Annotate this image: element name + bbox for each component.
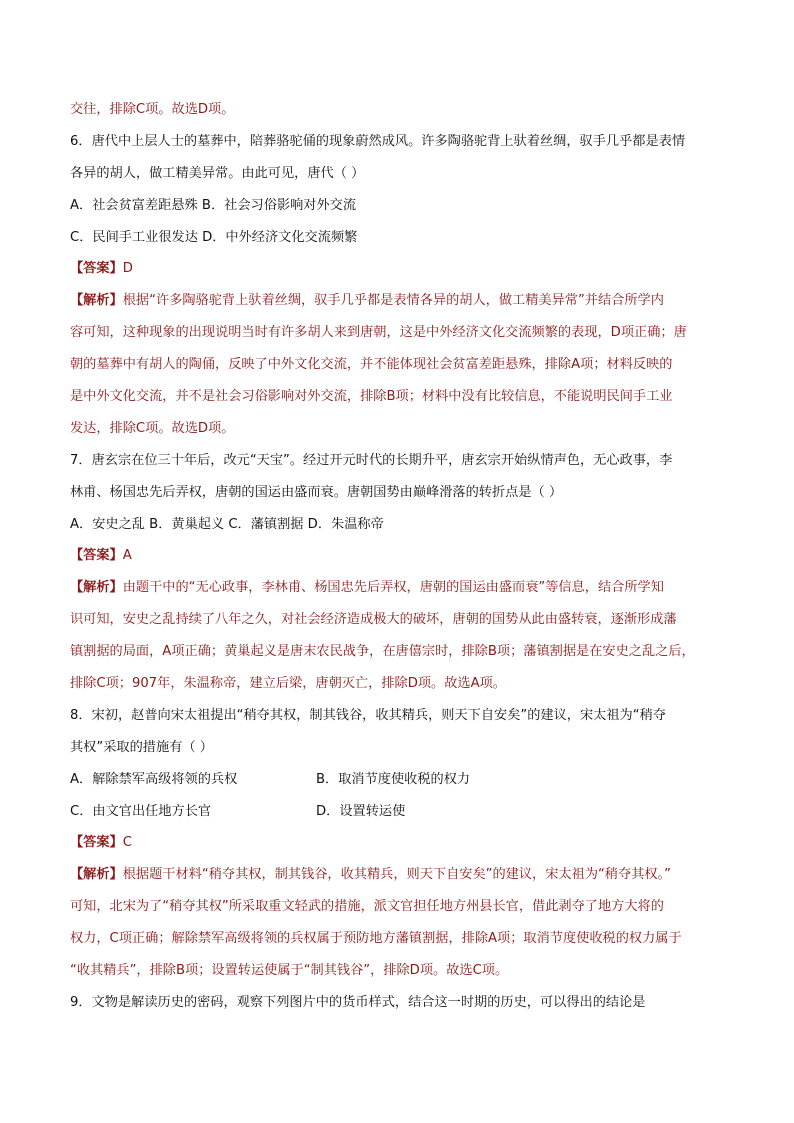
text-line: [70, 511, 730, 539]
option-left: A．解除禁军高级将领的兵权: [70, 771, 238, 787]
line-text: “收其精兵”，排除B项；设置转运使属于“制其钱谷”，排除D项。故选C项。: [70, 963, 509, 979]
line-text: 由题干中的“无心政事，李林甫、杨国忠先后弄权，唐朝的国运由盛而衰”等信息，结合所学知: [122, 580, 664, 596]
text-line: [70, 574, 730, 602]
line-text: 根据题干材料“稍夺其权，制其钱谷，收其精兵，则天下自安矣”的建议，宋太祖为“稍夺其权。”: [122, 867, 671, 883]
line-text: 交往，排除C项。故选D项。: [70, 102, 235, 117]
line-text: 各异的胡人，做工精美异常。由此可见，唐代（ ）: [70, 165, 365, 181]
text-line: [70, 224, 730, 252]
text-line: [70, 829, 730, 857]
text-line: [70, 128, 730, 156]
text-line: [70, 861, 730, 889]
line-text: 朝的墓葬中有胡人的陶俑，反映了中外文化交流，并不能体现社会贫富差距悬殊，排除A项；材料反映的: [70, 357, 673, 373]
line-text: 发达，排除C项。故选D项。: [70, 420, 235, 436]
text-line: [70, 255, 730, 283]
analysis-label: 【解析】: [70, 867, 123, 883]
text-line: [70, 606, 730, 634]
text-line: [70, 287, 730, 315]
analysis-label: 【解析】: [70, 293, 123, 309]
option-right: B．取消节度使收税的权力: [316, 771, 471, 787]
answer-label: 【答案】: [70, 835, 123, 851]
line-text: 9．文物是解读历史的密码，观察下列图片中的货币样式，结合这一时期的历史，可以得出的结论是: [70, 994, 646, 1010]
line-text: A．社会贫富差距悬殊 B．社会习俗影响对外交流: [70, 197, 357, 213]
line-text: 排除C项；907年，朱温称帝，建立后梁，唐朝灭亡，排除D项。故选A项。: [70, 676, 506, 692]
line-text: 林甫、杨国忠先后弄权，唐朝的国运由盛而衰。唐朝国势由巅峰滑落的转折点是（ ）: [70, 484, 563, 500]
line-text: 8．宋初，赵普向宋太祖提出“稍夺其权，制其钱谷，收其精兵，则天下自安矣”的建议，宋太祖为“稍夺: [70, 707, 666, 723]
text-line: [70, 670, 730, 698]
text-line: [70, 893, 730, 921]
line-text: 其权”采取的措施有（ ）: [70, 739, 213, 755]
answer-label: 【答案】: [70, 548, 123, 564]
line-text: 容可知，这种现象的出现说明当时有许多胡人来到唐朝，这是中外经济文化交流频繁的表现，D项正确；唐: [70, 325, 687, 341]
text-line: [70, 447, 730, 475]
answer-label: 【答案】: [70, 261, 123, 277]
line-text: C．民间手工业很发达 D．中外经济文化交流频繁: [70, 229, 358, 245]
line-text: D: [122, 261, 133, 277]
line-text: 根据“许多陶骆驼背上驮着丝绸，驭手几乎都是表情各异的胡人，做工精美异常”并结合所学内: [122, 293, 664, 309]
line-text: 权力，C项正确；解除禁军高级将领的兵权属于预防地方藩镇割据，排除A项；取消节度使收税的权力属于: [70, 931, 682, 947]
text-line: [70, 702, 730, 730]
line-text: C: [122, 835, 132, 851]
text-line: [70, 192, 730, 220]
line-text: 7．唐玄宗在位三十年后，改元“天宝”。经过开元时代的长期升平，唐玄宗开始纵情声色，无心政事，李: [70, 452, 673, 468]
text-line: [70, 925, 730, 953]
text-line: [70, 351, 730, 379]
line-text: 镇割据的局面，A项正确；黄巢起义是唐末农民战争，在唐僖宗时，排除B项；藩镇割据是在安史之乱之后，: [70, 644, 695, 660]
text-line: [70, 319, 730, 347]
analysis-label: 【解析】: [70, 580, 123, 596]
text-line: [70, 160, 730, 188]
line-text: A: [122, 548, 132, 564]
text-line: [70, 734, 730, 762]
text-line: [70, 96, 730, 124]
line-text: 是中外文化交流，并不是社会习俗影响对外交流，排除B项；材料中没有比较信息，不能说明民间手工业: [70, 389, 673, 405]
text-line: [70, 989, 730, 1017]
text-line: [70, 766, 730, 794]
text-line: [70, 798, 730, 826]
option-right: D．设置转运使: [316, 803, 406, 819]
text-line: [70, 638, 730, 666]
line-text: 可知，北宋为了“稍夺其权”所采取重文轻武的措施，派文官担任地方州县长官，借此剥夺了地方大将的: [70, 899, 664, 915]
line-text: A．安史之乱 B．黄巢起义 C．藩镇割据 D．朱温称帝: [70, 516, 384, 532]
line-text: 识可知，安史之乱持续了八年之久，对社会经济造成极大的破坏，唐朝的国势从此由盛转衰，逐渐形成藩: [70, 612, 677, 628]
text-line: [70, 383, 730, 411]
text-line: [70, 542, 730, 570]
text-line: [70, 479, 730, 507]
line-text: 6．唐代中上层人士的墓葬中，陪葬骆驼俑的现象蔚然成风。许多陶骆驼背上驮着丝绸，驭手几乎都是表情: [70, 133, 686, 149]
text-line: [70, 415, 730, 443]
option-left: C．由文官出任地方长官: [70, 803, 212, 819]
text-line: [70, 957, 730, 985]
document-page: [70, 96, 730, 1021]
